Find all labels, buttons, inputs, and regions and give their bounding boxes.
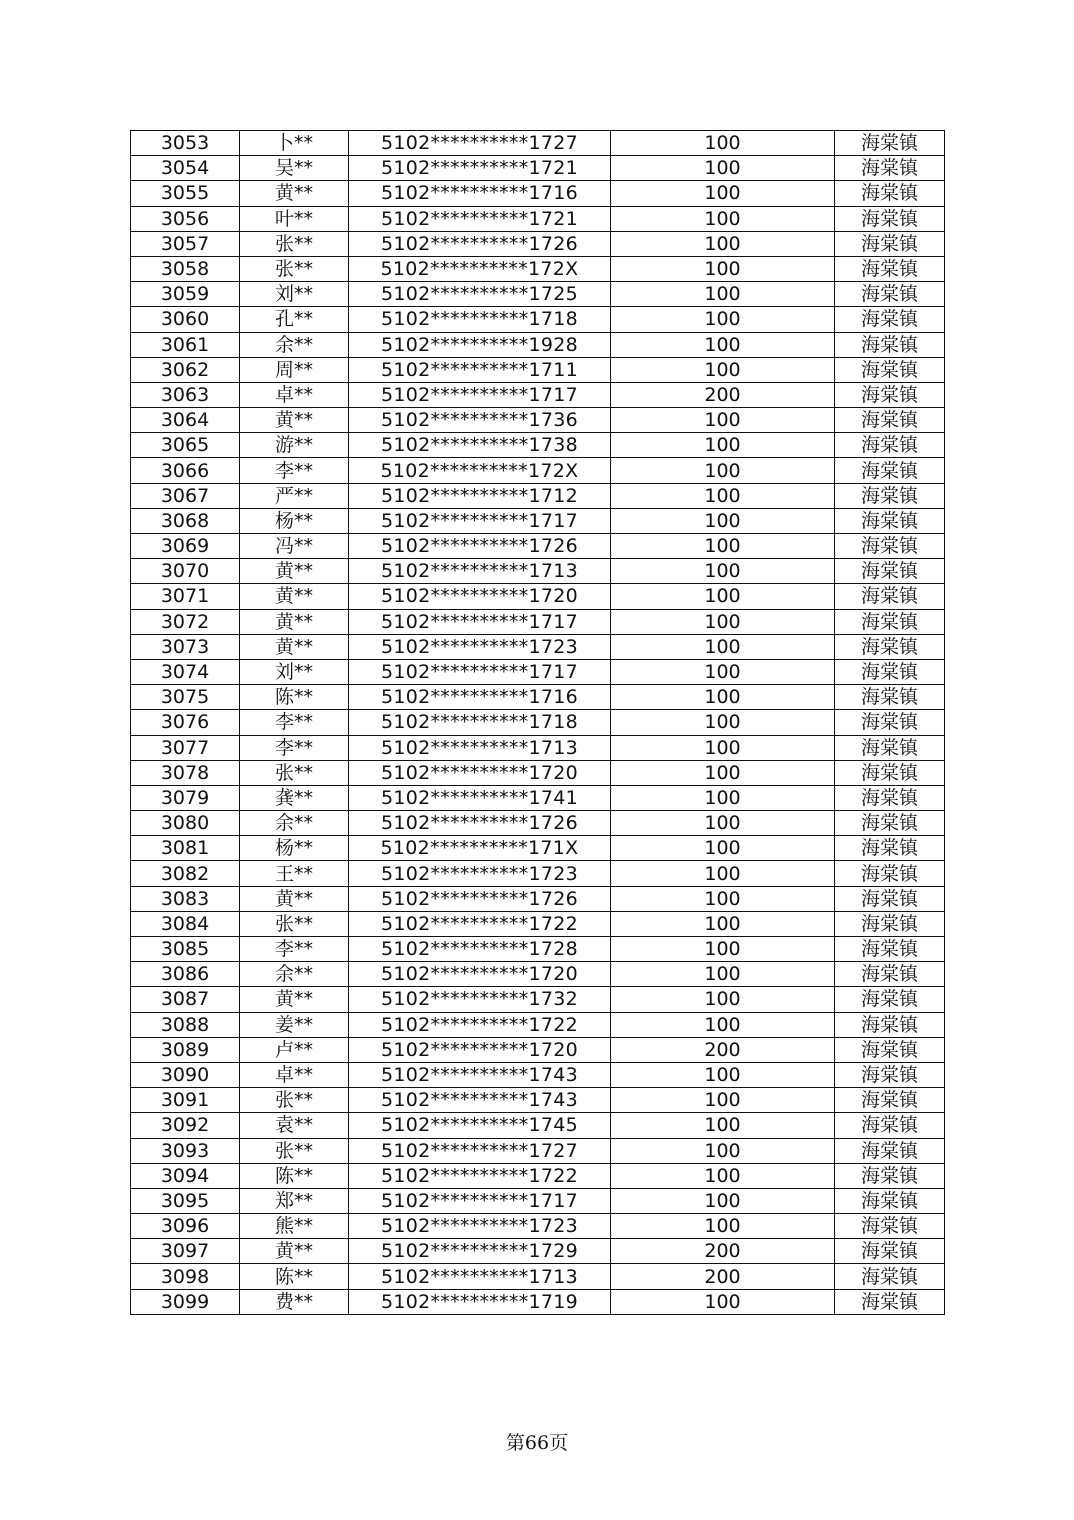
id-number-cell: 5102**********1741: [349, 785, 611, 810]
row-number-cell: 3068: [131, 508, 240, 533]
town-cell: 海棠镇: [835, 1264, 945, 1289]
id-number-cell: 5102**********172X: [349, 458, 611, 483]
name-cell: 熊**: [240, 1214, 349, 1239]
name-cell: 龚**: [240, 785, 349, 810]
name-cell: 杨**: [240, 508, 349, 533]
id-number-cell: 5102**********1726: [349, 886, 611, 911]
amount-cell: 100: [611, 886, 835, 911]
row-number-cell: 3081: [131, 836, 240, 861]
amount-cell: 100: [611, 735, 835, 760]
row-number-cell: 3055: [131, 181, 240, 206]
table-row: [131, 256, 945, 281]
id-number-cell: 5102**********1725: [349, 282, 611, 307]
row-number-cell: 3084: [131, 911, 240, 936]
amount-cell: 100: [611, 609, 835, 634]
town-cell: 海棠镇: [835, 685, 945, 710]
name-cell: 孔**: [240, 307, 349, 332]
amount-cell: 100: [611, 937, 835, 962]
table-row: [131, 609, 945, 634]
amount-cell: 100: [611, 458, 835, 483]
id-number-cell: 5102**********1723: [349, 1214, 611, 1239]
row-number-cell: 3059: [131, 282, 240, 307]
town-cell: 海棠镇: [835, 282, 945, 307]
row-number-cell: 3080: [131, 811, 240, 836]
row-number-cell: 3073: [131, 634, 240, 659]
row-number-cell: 3063: [131, 382, 240, 407]
amount-cell: 100: [611, 282, 835, 307]
records-table-body: [131, 131, 945, 1315]
id-number-cell: 5102**********1720: [349, 1037, 611, 1062]
id-number-cell: 5102**********1718: [349, 710, 611, 735]
town-cell: 海棠镇: [835, 1138, 945, 1163]
town-cell: 海棠镇: [835, 760, 945, 785]
amount-cell: 100: [611, 508, 835, 533]
amount-cell: 200: [611, 1264, 835, 1289]
id-number-cell: 5102**********1738: [349, 433, 611, 458]
town-cell: 海棠镇: [835, 659, 945, 684]
amount-cell: 100: [611, 710, 835, 735]
table-row: [131, 584, 945, 609]
row-number-cell: 3097: [131, 1239, 240, 1264]
town-cell: 海棠镇: [835, 1289, 945, 1314]
town-cell: 海棠镇: [835, 408, 945, 433]
id-number-cell: 5102**********1727: [349, 1138, 611, 1163]
town-cell: 海棠镇: [835, 433, 945, 458]
id-number-cell: 5102**********1713: [349, 735, 611, 760]
amount-cell: 100: [611, 231, 835, 256]
id-number-cell: 5102**********1732: [349, 987, 611, 1012]
table-row: [131, 760, 945, 785]
row-number-cell: 3088: [131, 1012, 240, 1037]
table-row: [131, 181, 945, 206]
table-row: [131, 508, 945, 533]
name-cell: 陈**: [240, 1264, 349, 1289]
town-cell: 海棠镇: [835, 584, 945, 609]
table-row: [131, 1264, 945, 1289]
name-cell: 张**: [240, 760, 349, 785]
town-cell: 海棠镇: [835, 307, 945, 332]
amount-cell: 100: [611, 760, 835, 785]
id-number-cell: 5102**********1717: [349, 382, 611, 407]
id-number-cell: 5102**********1720: [349, 962, 611, 987]
name-cell: 张**: [240, 911, 349, 936]
town-cell: 海棠镇: [835, 710, 945, 735]
amount-cell: 100: [611, 433, 835, 458]
id-number-cell: 5102**********1713: [349, 1264, 611, 1289]
table-row: [131, 685, 945, 710]
amount-cell: 100: [611, 1188, 835, 1213]
id-number-cell: 5102**********1736: [349, 408, 611, 433]
amount-cell: 100: [611, 987, 835, 1012]
amount-cell: 100: [611, 1289, 835, 1314]
id-number-cell: 5102**********1726: [349, 811, 611, 836]
amount-cell: 100: [611, 584, 835, 609]
name-cell: 黄**: [240, 886, 349, 911]
table-row: [131, 357, 945, 382]
row-number-cell: 3085: [131, 937, 240, 962]
row-number-cell: 3061: [131, 332, 240, 357]
id-number-cell: 5102**********1717: [349, 508, 611, 533]
table-row: [131, 307, 945, 332]
town-cell: 海棠镇: [835, 1239, 945, 1264]
table-row: [131, 1088, 945, 1113]
row-number-cell: 3062: [131, 357, 240, 382]
row-number-cell: 3069: [131, 534, 240, 559]
amount-cell: 100: [611, 181, 835, 206]
town-cell: 海棠镇: [835, 962, 945, 987]
table-row: [131, 156, 945, 181]
row-number-cell: 3077: [131, 735, 240, 760]
amount-cell: 100: [611, 1113, 835, 1138]
row-number-cell: 3067: [131, 483, 240, 508]
name-cell: 李**: [240, 735, 349, 760]
table-row: [131, 458, 945, 483]
table-row: [131, 735, 945, 760]
name-cell: 黄**: [240, 987, 349, 1012]
town-cell: 海棠镇: [835, 1012, 945, 1037]
amount-cell: 100: [611, 685, 835, 710]
name-cell: 黄**: [240, 584, 349, 609]
amount-cell: 100: [611, 256, 835, 281]
id-number-cell: 5102**********1743: [349, 1062, 611, 1087]
name-cell: 黄**: [240, 1239, 349, 1264]
name-cell: 黄**: [240, 634, 349, 659]
name-cell: 黄**: [240, 559, 349, 584]
table-row: [131, 1037, 945, 1062]
town-cell: 海棠镇: [835, 483, 945, 508]
table-row: [131, 483, 945, 508]
row-number-cell: 3070: [131, 559, 240, 584]
id-number-cell: 5102**********1720: [349, 584, 611, 609]
name-cell: 吴**: [240, 156, 349, 181]
row-number-cell: 3089: [131, 1037, 240, 1062]
row-number-cell: 3091: [131, 1088, 240, 1113]
name-cell: 严**: [240, 483, 349, 508]
amount-cell: 200: [611, 1239, 835, 1264]
town-cell: 海棠镇: [835, 534, 945, 559]
row-number-cell: 3058: [131, 256, 240, 281]
town-cell: 海棠镇: [835, 785, 945, 810]
id-number-cell: 5102**********1717: [349, 609, 611, 634]
amount-cell: 100: [611, 559, 835, 584]
table-row: [131, 1163, 945, 1188]
table-row: [131, 1062, 945, 1087]
row-number-cell: 3093: [131, 1138, 240, 1163]
name-cell: 张**: [240, 1088, 349, 1113]
name-cell: 卢**: [240, 1037, 349, 1062]
id-number-cell: 5102**********1716: [349, 685, 611, 710]
amount-cell: 200: [611, 1037, 835, 1062]
name-cell: 余**: [240, 811, 349, 836]
amount-cell: 100: [611, 1138, 835, 1163]
id-number-cell: 5102**********1726: [349, 231, 611, 256]
table-row: [131, 911, 945, 936]
row-number-cell: 3054: [131, 156, 240, 181]
table-row: [131, 987, 945, 1012]
amount-cell: 100: [611, 307, 835, 332]
table-row: [131, 836, 945, 861]
town-cell: 海棠镇: [835, 1214, 945, 1239]
row-number-cell: 3060: [131, 307, 240, 332]
name-cell: 李**: [240, 458, 349, 483]
row-number-cell: 3056: [131, 206, 240, 231]
amount-cell: 100: [611, 811, 835, 836]
town-cell: 海棠镇: [835, 634, 945, 659]
amount-cell: 100: [611, 1012, 835, 1037]
town-cell: 海棠镇: [835, 886, 945, 911]
amount-cell: 100: [611, 357, 835, 382]
amount-cell: 100: [611, 1062, 835, 1087]
id-number-cell: 5102**********1718: [349, 307, 611, 332]
id-number-cell: 5102**********1727: [349, 131, 611, 156]
page-number: 第66页: [505, 1432, 569, 1454]
name-cell: 刘**: [240, 282, 349, 307]
table-row: [131, 433, 945, 458]
row-number-cell: 3096: [131, 1214, 240, 1239]
town-cell: 海棠镇: [835, 861, 945, 886]
records-table: [130, 130, 945, 1315]
id-number-cell: 5102**********1719: [349, 1289, 611, 1314]
amount-cell: 100: [611, 1214, 835, 1239]
row-number-cell: 3066: [131, 458, 240, 483]
table-row: [131, 332, 945, 357]
name-cell: 袁**: [240, 1113, 349, 1138]
amount-cell: 100: [611, 206, 835, 231]
town-cell: 海棠镇: [835, 256, 945, 281]
name-cell: 黄**: [240, 408, 349, 433]
id-number-cell: 5102**********1745: [349, 1113, 611, 1138]
amount-cell: 200: [611, 382, 835, 407]
amount-cell: 100: [611, 332, 835, 357]
table-row: [131, 534, 945, 559]
town-cell: 海棠镇: [835, 382, 945, 407]
amount-cell: 100: [611, 962, 835, 987]
town-cell: 海棠镇: [835, 559, 945, 584]
id-number-cell: 5102**********1726: [349, 534, 611, 559]
amount-cell: 100: [611, 534, 835, 559]
name-cell: 郑**: [240, 1188, 349, 1213]
row-number-cell: 3057: [131, 231, 240, 256]
name-cell: 张**: [240, 231, 349, 256]
town-cell: 海棠镇: [835, 458, 945, 483]
id-number-cell: 5102**********1729: [349, 1239, 611, 1264]
table-row: [131, 710, 945, 735]
name-cell: 余**: [240, 332, 349, 357]
name-cell: 李**: [240, 710, 349, 735]
id-number-cell: 5102**********171X: [349, 836, 611, 861]
row-number-cell: 3086: [131, 962, 240, 987]
row-number-cell: 3090: [131, 1062, 240, 1087]
town-cell: 海棠镇: [835, 156, 945, 181]
table-row: [131, 206, 945, 231]
row-number-cell: 3072: [131, 609, 240, 634]
table-row: [131, 131, 945, 156]
id-number-cell: 5102**********1721: [349, 156, 611, 181]
id-number-cell: 5102**********1723: [349, 634, 611, 659]
name-cell: 卓**: [240, 382, 349, 407]
name-cell: 黄**: [240, 609, 349, 634]
name-cell: 周**: [240, 357, 349, 382]
name-cell: 张**: [240, 1138, 349, 1163]
name-cell: 陈**: [240, 685, 349, 710]
amount-cell: 100: [611, 131, 835, 156]
id-number-cell: 5102**********1743: [349, 1088, 611, 1113]
table-row: [131, 634, 945, 659]
table-row: [131, 659, 945, 684]
row-number-cell: 3095: [131, 1188, 240, 1213]
town-cell: 海棠镇: [835, 231, 945, 256]
row-number-cell: 3078: [131, 760, 240, 785]
id-number-cell: 5102**********1711: [349, 357, 611, 382]
row-number-cell: 3079: [131, 785, 240, 810]
id-number-cell: 5102**********1728: [349, 937, 611, 962]
town-cell: 海棠镇: [835, 1062, 945, 1087]
row-number-cell: 3076: [131, 710, 240, 735]
name-cell: 李**: [240, 937, 349, 962]
town-cell: 海棠镇: [835, 735, 945, 760]
amount-cell: 100: [611, 659, 835, 684]
row-number-cell: 3098: [131, 1264, 240, 1289]
name-cell: 费**: [240, 1289, 349, 1314]
amount-cell: 100: [611, 483, 835, 508]
town-cell: 海棠镇: [835, 811, 945, 836]
amount-cell: 100: [611, 911, 835, 936]
table-row: [131, 785, 945, 810]
row-number-cell: 3087: [131, 987, 240, 1012]
row-number-cell: 3075: [131, 685, 240, 710]
town-cell: 海棠镇: [835, 357, 945, 382]
name-cell: 张**: [240, 256, 349, 281]
id-number-cell: 5102**********1713: [349, 559, 611, 584]
town-cell: 海棠镇: [835, 937, 945, 962]
row-number-cell: 3065: [131, 433, 240, 458]
id-number-cell: 5102**********1928: [349, 332, 611, 357]
name-cell: 王**: [240, 861, 349, 886]
town-cell: 海棠镇: [835, 131, 945, 156]
id-number-cell: 5102**********1722: [349, 911, 611, 936]
amount-cell: 100: [611, 156, 835, 181]
amount-cell: 100: [611, 1088, 835, 1113]
table-row: [131, 408, 945, 433]
id-number-cell: 5102**********1722: [349, 1163, 611, 1188]
table-row: [131, 886, 945, 911]
name-cell: 陈**: [240, 1163, 349, 1188]
id-number-cell: 5102**********1716: [349, 181, 611, 206]
name-cell: 卜**: [240, 131, 349, 156]
name-cell: 游**: [240, 433, 349, 458]
table-row: [131, 1113, 945, 1138]
id-number-cell: 5102**********172X: [349, 256, 611, 281]
id-number-cell: 5102**********1712: [349, 483, 611, 508]
amount-cell: 100: [611, 836, 835, 861]
town-cell: 海棠镇: [835, 1113, 945, 1138]
table-row: [131, 811, 945, 836]
amount-cell: 100: [611, 1163, 835, 1188]
row-number-cell: 3099: [131, 1289, 240, 1314]
row-number-cell: 3092: [131, 1113, 240, 1138]
name-cell: 卓**: [240, 1062, 349, 1087]
amount-cell: 100: [611, 785, 835, 810]
row-number-cell: 3094: [131, 1163, 240, 1188]
town-cell: 海棠镇: [835, 1037, 945, 1062]
table-row: [131, 382, 945, 407]
town-cell: 海棠镇: [835, 1088, 945, 1113]
table-row: [131, 1239, 945, 1264]
town-cell: 海棠镇: [835, 1188, 945, 1213]
town-cell: 海棠镇: [835, 206, 945, 231]
table-row: [131, 559, 945, 584]
id-number-cell: 5102**********1717: [349, 659, 611, 684]
name-cell: 黄**: [240, 181, 349, 206]
id-number-cell: 5102**********1721: [349, 206, 611, 231]
table-row: [131, 1188, 945, 1213]
table-row: [131, 231, 945, 256]
id-number-cell: 5102**********1723: [349, 861, 611, 886]
id-number-cell: 5102**********1720: [349, 760, 611, 785]
row-number-cell: 3082: [131, 861, 240, 886]
name-cell: 冯**: [240, 534, 349, 559]
table-row: [131, 1138, 945, 1163]
table-row: [131, 861, 945, 886]
table-row: [131, 282, 945, 307]
id-number-cell: 5102**********1722: [349, 1012, 611, 1037]
row-number-cell: 3074: [131, 659, 240, 684]
town-cell: 海棠镇: [835, 609, 945, 634]
name-cell: 余**: [240, 962, 349, 987]
row-number-cell: 3083: [131, 886, 240, 911]
town-cell: 海棠镇: [835, 987, 945, 1012]
name-cell: 叶**: [240, 206, 349, 231]
table-row: [131, 937, 945, 962]
table-row: [131, 1289, 945, 1314]
name-cell: 姜**: [240, 1012, 349, 1037]
name-cell: 刘**: [240, 659, 349, 684]
town-cell: 海棠镇: [835, 836, 945, 861]
row-number-cell: 3071: [131, 584, 240, 609]
id-number-cell: 5102**********1717: [349, 1188, 611, 1213]
name-cell: 杨**: [240, 836, 349, 861]
table-row: [131, 1214, 945, 1239]
amount-cell: 100: [611, 408, 835, 433]
table-row: [131, 1012, 945, 1037]
row-number-cell: 3064: [131, 408, 240, 433]
town-cell: 海棠镇: [835, 332, 945, 357]
table-row: [131, 962, 945, 987]
town-cell: 海棠镇: [835, 911, 945, 936]
town-cell: 海棠镇: [835, 181, 945, 206]
row-number-cell: 3053: [131, 131, 240, 156]
amount-cell: 100: [611, 634, 835, 659]
amount-cell: 100: [611, 861, 835, 886]
town-cell: 海棠镇: [835, 508, 945, 533]
town-cell: 海棠镇: [835, 1163, 945, 1188]
